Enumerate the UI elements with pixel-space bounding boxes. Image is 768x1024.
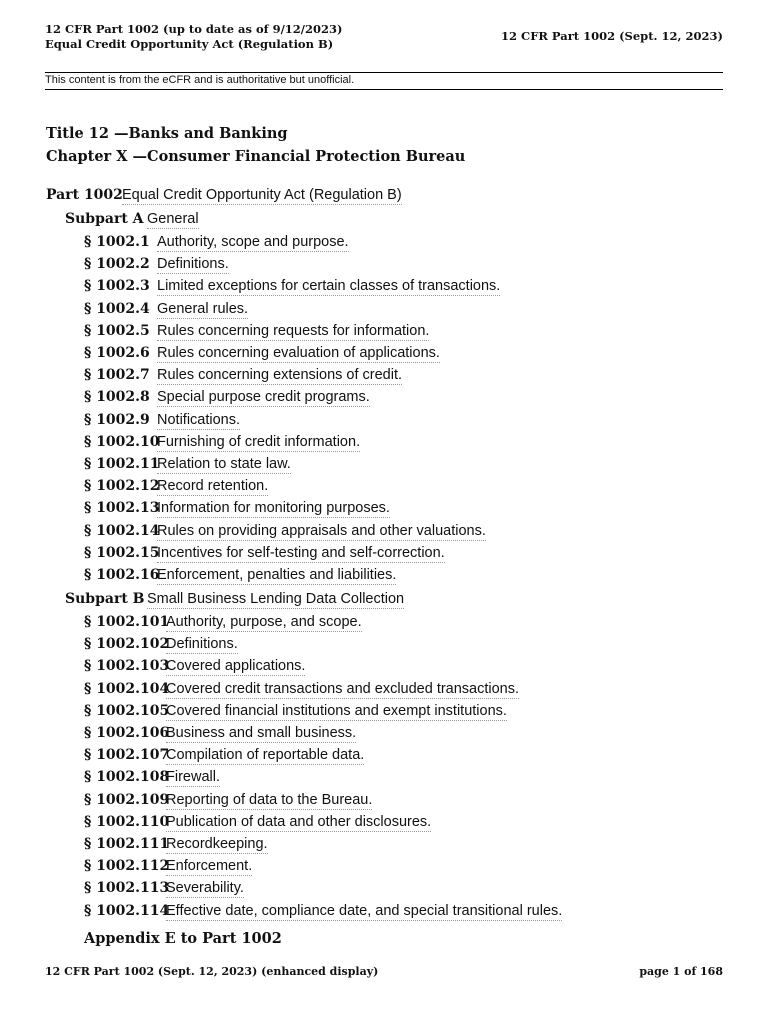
section-link[interactable]: Authority, purpose, and scope. xyxy=(166,614,362,630)
part-link[interactable]: Equal Credit Opportunity Act (Regulation B) xyxy=(122,187,402,203)
footer-left: 12 CFR Part 1002 (Sept. 12, 2023) (enhanced display) xyxy=(45,965,379,978)
section-link[interactable]: Relation to state law. xyxy=(157,456,291,472)
appendix-link[interactable]: Appendix E to Part 1002 xyxy=(84,930,282,947)
section-row[interactable] xyxy=(84,656,305,676)
section-link[interactable]: Firewall. xyxy=(166,769,220,786)
section-link[interactable]: Authority, scope and purpose. xyxy=(157,234,349,250)
section-row[interactable] xyxy=(84,679,519,699)
section-row[interactable] xyxy=(84,701,507,721)
section-row[interactable] xyxy=(84,387,370,407)
title-block xyxy=(46,122,465,168)
section-link[interactable]: Effective date, compliance date, and special transitional rules. xyxy=(166,902,563,919)
section-number: § 1002.9 xyxy=(84,411,150,428)
section-number: § 1002.11 xyxy=(84,456,160,472)
section-row[interactable] xyxy=(84,634,238,654)
section-link[interactable]: Incentives for self-testing and self-correction. xyxy=(157,544,445,561)
section-link[interactable]: Definitions. xyxy=(166,636,238,653)
section-number: § 1002.107 xyxy=(84,747,170,764)
section-row[interactable] xyxy=(84,612,362,632)
section-row[interactable] xyxy=(84,565,396,585)
section-number: § 1002.112 xyxy=(84,858,170,875)
section-number: § 1002.5 xyxy=(84,322,150,339)
part-label: Part 1002 xyxy=(46,187,123,203)
section-number: § 1002.6 xyxy=(84,345,150,361)
section-number: § 1002.103 xyxy=(84,658,170,675)
section-link[interactable]: Covered applications. xyxy=(166,658,306,675)
section-link[interactable]: Enforcement, penalties and liabilities. xyxy=(157,567,397,583)
section-row[interactable] xyxy=(84,901,562,921)
section-number: § 1002.10 xyxy=(84,433,160,450)
section-link[interactable]: Rules concerning evaluation of applications. xyxy=(157,345,440,361)
section-link[interactable]: Covered financial institutions and exempt institutions. xyxy=(166,702,507,719)
section-row[interactable] xyxy=(84,745,364,765)
section-row[interactable] xyxy=(84,476,268,496)
section-number: § 1002.4 xyxy=(84,300,150,317)
section-link[interactable]: General rules. xyxy=(157,300,249,317)
header-line-2: Equal Credit Opportunity Act (Regulation B) xyxy=(45,37,334,51)
section-number: § 1002.15 xyxy=(84,544,160,561)
section-row[interactable] xyxy=(84,856,252,876)
appendix-row[interactable] xyxy=(84,929,282,949)
section-row[interactable] xyxy=(84,254,229,274)
section-row[interactable] xyxy=(84,365,402,385)
section-row[interactable] xyxy=(84,299,248,319)
section-number: § 1002.109 xyxy=(84,791,170,808)
section-number: § 1002.104 xyxy=(84,680,170,697)
section-number: § 1002.1 xyxy=(84,234,150,250)
section-row[interactable] xyxy=(84,321,429,341)
subpart-b-row[interactable] xyxy=(65,589,404,609)
bottom-rule xyxy=(45,89,723,90)
section-link[interactable]: Rules concerning extensions of credit. xyxy=(157,367,403,384)
section-link[interactable]: Furnishing of credit information. xyxy=(157,433,361,450)
section-link[interactable]: Covered credit transactions and excluded transactions. xyxy=(166,680,520,697)
section-row[interactable] xyxy=(84,812,431,832)
chapter-heading: Chapter X —Consumer Financial Protection Bureau xyxy=(46,148,466,165)
section-row[interactable] xyxy=(84,723,356,743)
section-row[interactable] xyxy=(84,543,445,563)
section-number: § 1002.16 xyxy=(84,567,160,583)
section-row[interactable] xyxy=(84,498,390,518)
section-row[interactable] xyxy=(84,790,372,810)
section-link[interactable]: Severability. xyxy=(166,880,244,897)
section-number: § 1002.113 xyxy=(84,880,170,897)
section-row[interactable] xyxy=(84,232,349,252)
section-link[interactable]: Rules concerning requests for information. xyxy=(157,322,430,339)
section-row[interactable] xyxy=(84,343,440,363)
section-number: § 1002.111 xyxy=(84,836,170,852)
section-row[interactable] xyxy=(84,834,268,854)
section-row[interactable] xyxy=(84,276,500,296)
section-link[interactable]: Information for monitoring purposes. xyxy=(157,500,390,517)
section-number: § 1002.105 xyxy=(84,702,170,719)
section-row[interactable] xyxy=(84,432,360,452)
section-row[interactable] xyxy=(84,454,291,474)
section-link[interactable]: Business and small business. xyxy=(166,725,357,741)
section-row[interactable] xyxy=(84,410,240,430)
section-link[interactable]: Recordkeeping. xyxy=(166,836,268,852)
section-link[interactable]: Notifications. xyxy=(157,411,241,428)
section-number: § 1002.108 xyxy=(84,769,170,786)
section-link[interactable]: Compilation of reportable data. xyxy=(166,747,365,764)
section-link[interactable]: Definitions. xyxy=(157,256,229,273)
subpart-b-label: Subpart B xyxy=(65,591,145,607)
section-number: § 1002.7 xyxy=(84,367,150,384)
subpart-a-label: Subpart A xyxy=(65,211,144,227)
section-number: § 1002.14 xyxy=(84,522,160,539)
title-heading: Title 12 —Banks and Banking xyxy=(46,125,288,142)
section-link[interactable]: Enforcement. xyxy=(166,858,253,875)
section-link[interactable]: Special purpose credit programs. xyxy=(157,389,370,406)
section-number: § 1002.114 xyxy=(84,902,170,919)
section-number: § 1002.12 xyxy=(84,478,160,495)
section-number: § 1002.13 xyxy=(84,500,160,517)
part-row[interactable] xyxy=(46,185,402,205)
section-link[interactable]: Rules on providing appraisals and other valuations. xyxy=(157,522,486,539)
header-right: 12 CFR Part 1002 (Sept. 12, 2023) xyxy=(501,29,723,43)
section-link[interactable]: Record retention. xyxy=(157,478,269,495)
section-link[interactable]: Limited exceptions for certain classes of transactions. xyxy=(157,278,501,295)
subpart-a-link[interactable]: General xyxy=(147,211,199,227)
section-number: § 1002.106 xyxy=(84,725,170,741)
running-header xyxy=(45,22,342,52)
section-link[interactable]: Publication of data and other disclosures. xyxy=(166,813,432,830)
notice-text: This content is from the eCFR and is authoritative but unofficial. xyxy=(45,74,355,86)
top-rule xyxy=(45,72,723,73)
section-number: § 1002.2 xyxy=(84,256,150,273)
section-row[interactable] xyxy=(84,878,244,898)
section-row[interactable] xyxy=(84,521,486,541)
section-row[interactable] xyxy=(84,767,220,787)
section-number: § 1002.3 xyxy=(84,278,150,295)
section-number: § 1002.102 xyxy=(84,636,170,653)
section-number: § 1002.110 xyxy=(84,813,170,830)
section-number: § 1002.101 xyxy=(84,614,170,630)
page-number: page 1 of 168 xyxy=(639,965,723,978)
subpart-a-row[interactable] xyxy=(65,209,199,229)
section-link[interactable]: Reporting of data to the Bureau. xyxy=(166,791,373,808)
header-line-1: 12 CFR Part 1002 (up to date as of 9/12/2023) xyxy=(45,22,343,36)
section-number: § 1002.8 xyxy=(84,389,150,406)
subpart-b-link[interactable]: Small Business Lending Data Collection xyxy=(147,591,405,607)
